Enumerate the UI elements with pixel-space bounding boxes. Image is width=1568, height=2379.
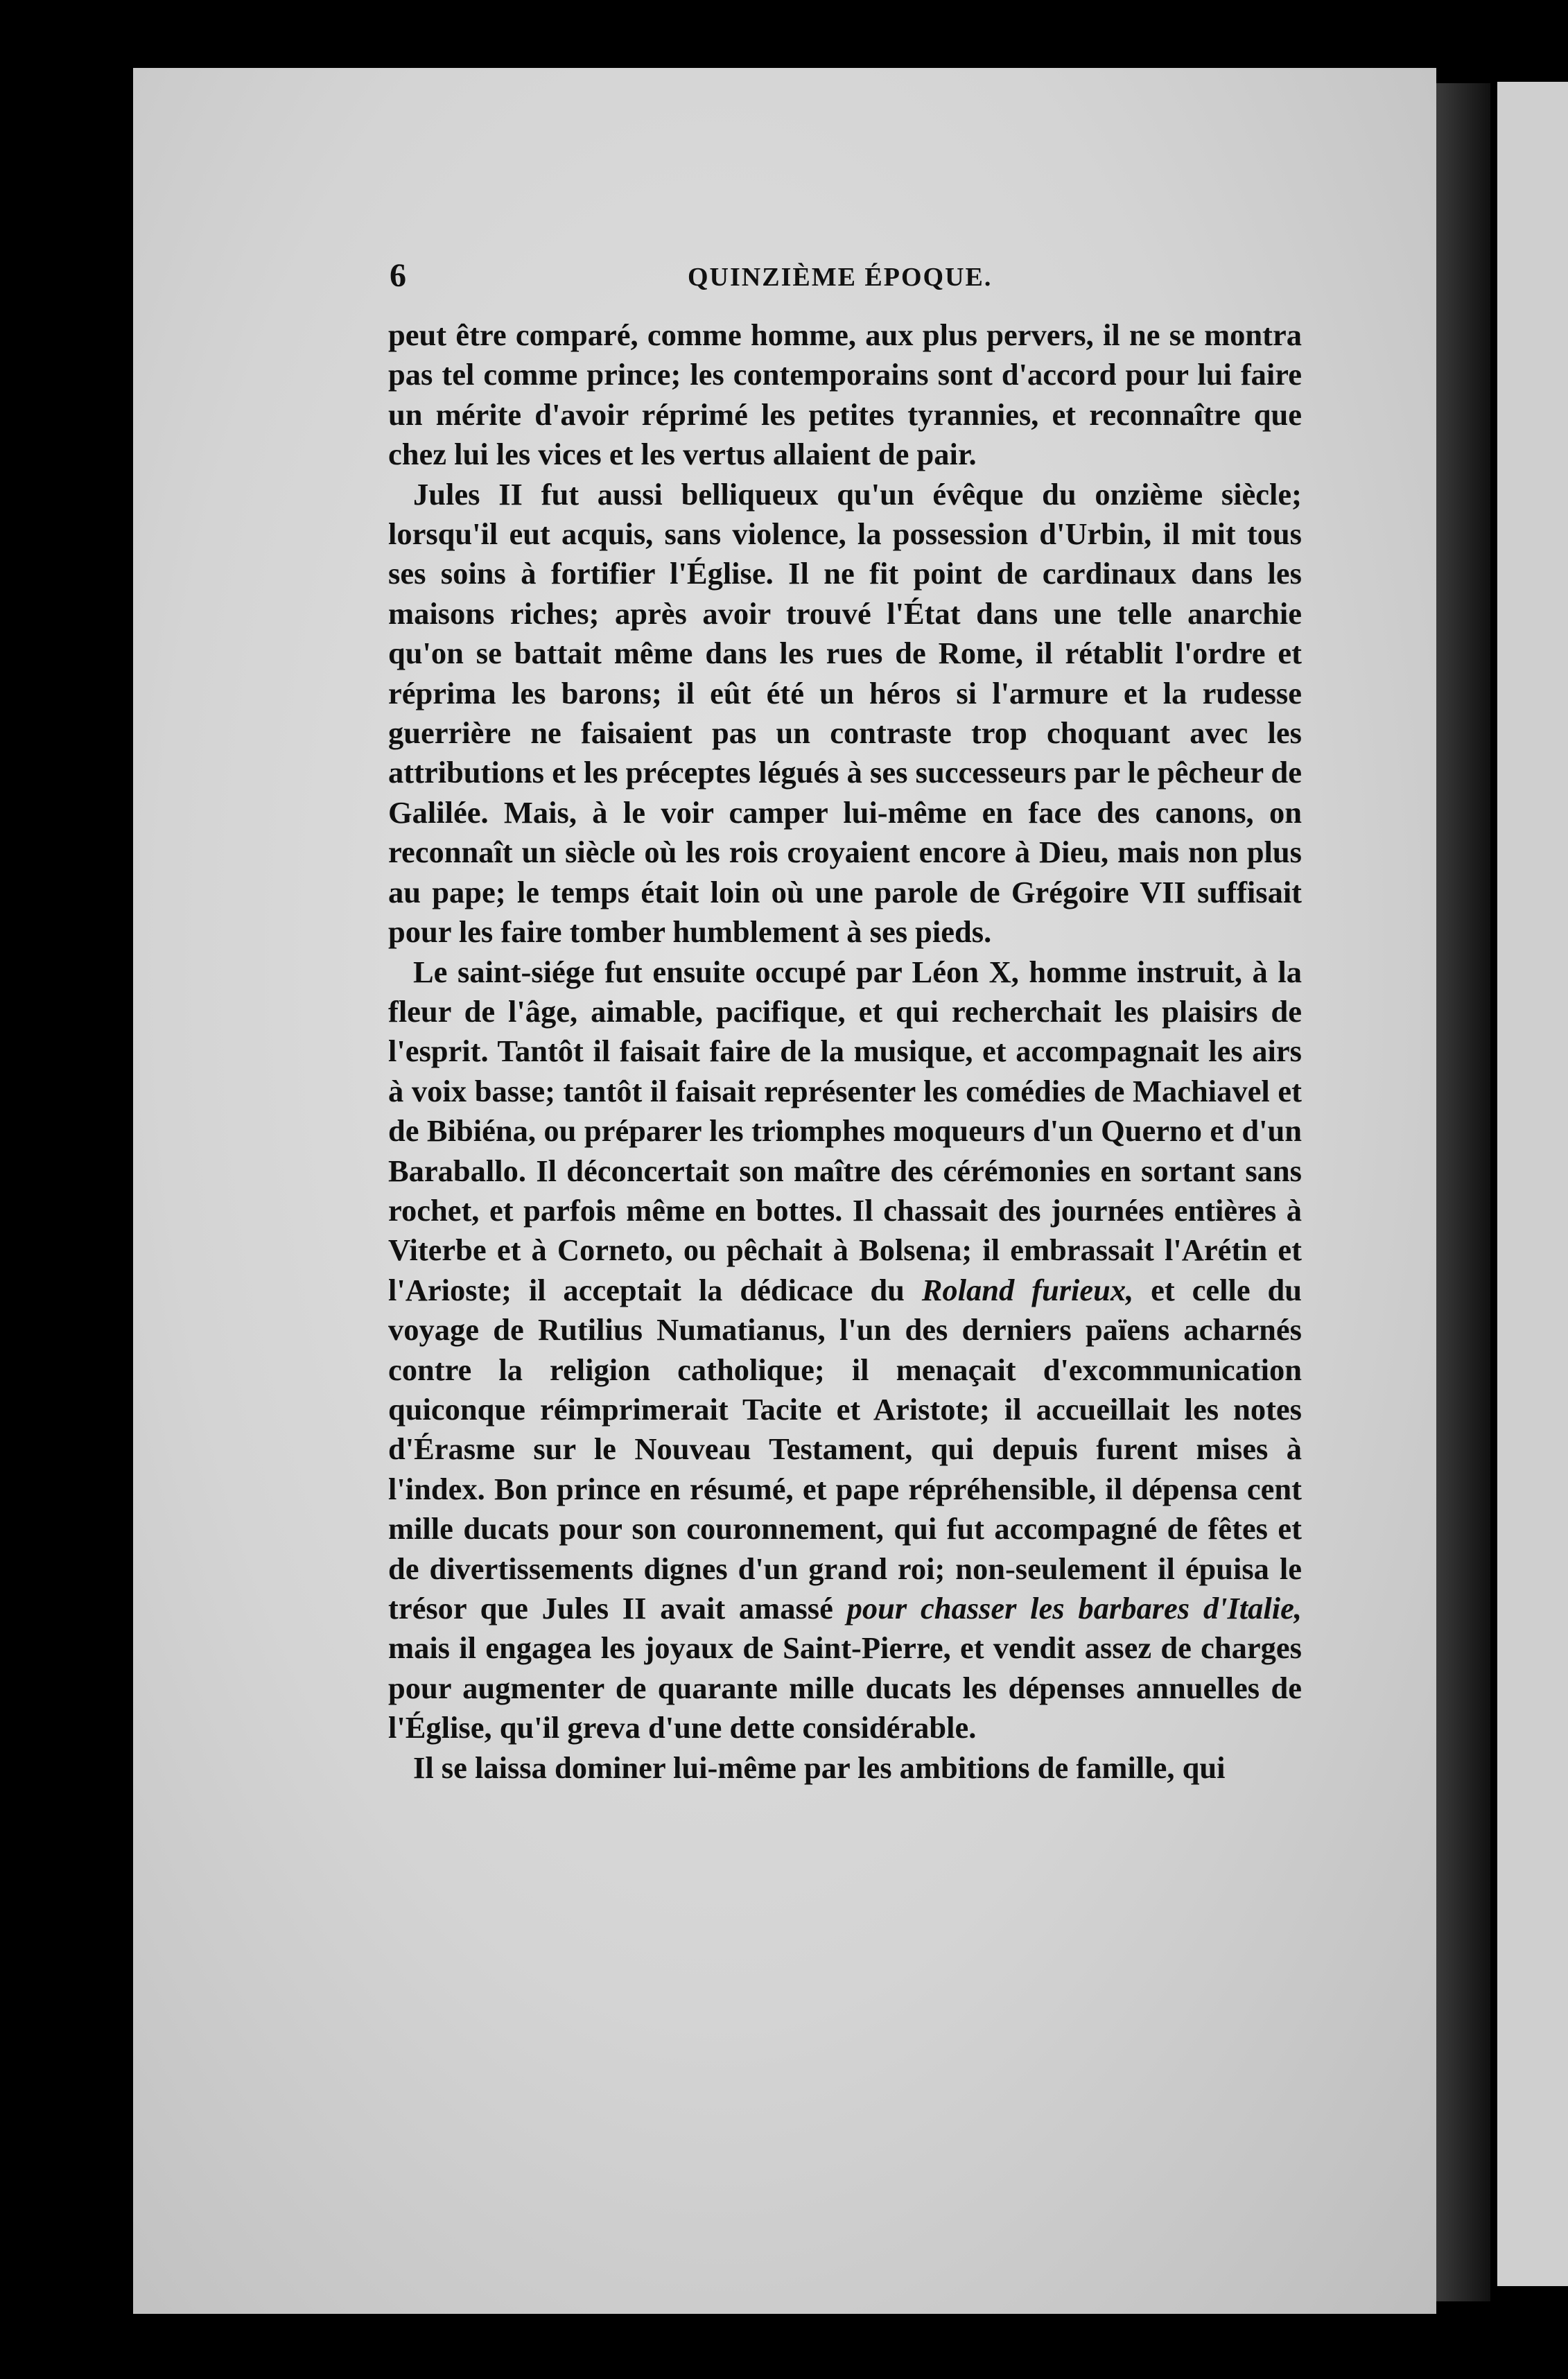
paragraph-jules-ii: Jules II fut aussi belliqueux qu'un évêque du onzième siècle; lorsqu'il eut acquis, sans violence, la possession d'Urbin, il mit tous ses soins à fortifier l'Église. Il ne fit point de cardinaux dans les maisons riches; après avoir trouvé l'État dans une telle anarchie qu'on se battait même dans les rues de Rome, il rétablit l'ordre et réprima les barons; il eût été un héros si l'armure et la rudesse guerrière ne faisaient pas un contraste trop choquant avec les attributions et les préceptes légués à ses successeurs par le pêcheur de Galilée. Mais, à le voir camper lui-même en face des canons, on reconnaît un siècle où les rois croyaient encore à Dieu, mais non plus au pape; le temps était loin où une parole de Grégoire VII suffisait pour les faire tomber humblement à ses pieds. xyxy=(388,476,1302,950)
paragraph-leon-x xyxy=(388,952,1302,1748)
adjacent-page-edge xyxy=(1497,82,1568,2286)
page-header xyxy=(390,256,1291,305)
leon-x-text-part-3: mais il engagea les joyaux de Saint-Pierre, et vendit assez de charges pour augmenter de quarante mille ducats les dépenses annuelles de l'Église, qu'il greva d'une dette considérable. xyxy=(388,1630,1302,1745)
page-number: 6 xyxy=(390,257,406,294)
italic-pour-chasser: pour chasser les barbares d'Italie, xyxy=(846,1591,1302,1626)
running-title: QUINZIÈME ÉPOQUE. xyxy=(688,263,993,292)
leon-x-text-part-2: et celle du voyage de Rutilius Numatianus, l'un des derniers païens acharnés contre la religion catholique; il menaçait d'excommunication quiconque réimprimerait Tacite et Aristote; il accueillait les notes d'Érasme sur le Nouveau Testament, qui depuis furent mises à l'index. Bon prince en résumé, et pape répréhensible, il dépensa cent mille ducats pour son couronnement, qui fut accompagné de fêtes et de divertissements dignes d'un grand roi; non-seulement il épuisa le trésor que Jules II avait amassé xyxy=(388,1272,1302,1626)
paragraph-continuation: peut être comparé, comme homme, aux plus pervers, il ne se montra pas tel comme prince; les contemporains sont d'accord pour lui faire un mérite d'avoir réprimé les petites tyrannies, et reconnaître que chez lui les vices et les vertus allaient de pair. xyxy=(388,317,1302,472)
paragraph-final-line: Il se laissa dominer lui-même par les ambitions de famille, qui xyxy=(413,1750,1226,1785)
leon-x-text-part-1: Le saint-siége fut ensuite occupé par Léon X, homme instruit, à la fleur de l'âge, aimable, pacifique, et qui recherchait les plaisirs de l'esprit. Tantôt il faisait faire de la musique, et accompagnait les airs à voix basse; tantôt il faisait représenter les comédies de Machiavel et de Bibiéna, ou préparer les triomphes moqueurs d'un Querno et d'un Baraballo. Il déconcertait son maître des cérémonies en sortant sans rochet, et parfois même en bottes. Il chassait des journées entières à Viterbe et à Corneto, ou pêchait à Bolsena; il embrassait l'Arétin et l'Arioste; il acceptait la dédicace du xyxy=(388,954,1302,1307)
italic-roland-furieux: Roland furieux, xyxy=(921,1272,1134,1307)
body-text xyxy=(388,315,1302,1788)
